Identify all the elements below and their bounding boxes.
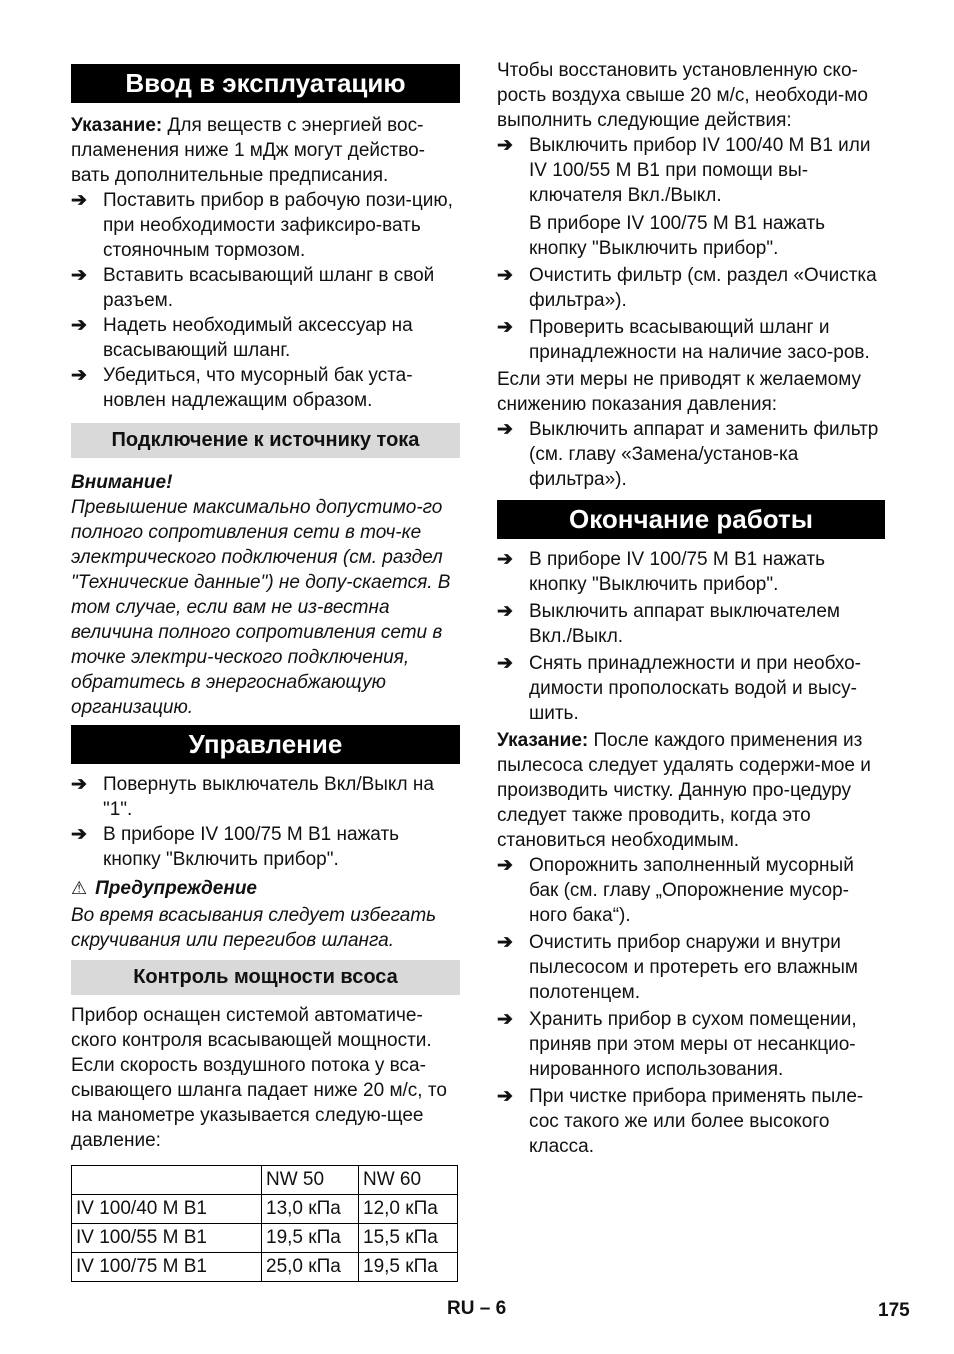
arrow-icon: ➔ <box>497 1086 513 1107</box>
arrow-icon: ➔ <box>71 315 87 336</box>
table-cell: 25,0 кПа <box>262 1253 359 1282</box>
arrow-icon: ➔ <box>71 265 87 286</box>
step-item <box>497 651 885 726</box>
step-text: Очистить прибор снаружи и внутри пылесосом и протереть его влажным полотенцем. <box>529 932 858 1003</box>
table-cell: IV 100/55 M B1 <box>72 1224 262 1253</box>
step-text: Снять принадлежности и при необхо-димости прополоскать водой и высу-шить. <box>529 653 861 724</box>
arrow-icon: ➔ <box>497 317 513 338</box>
note-text: Для веществ с энергией вос-пламенения ниже 1 мДж могут действо-вать дополнительные предписания. <box>71 115 426 186</box>
table-cell: 12,0 кПа <box>359 1195 458 1224</box>
table-cell: 15,5 кПа <box>359 1224 458 1253</box>
warning-heading <box>71 876 460 901</box>
subsection-title-power: Подключение к источнику тока <box>71 423 460 458</box>
section-title-shutdown: Окончание работы <box>497 500 885 539</box>
arrow-icon: ➔ <box>497 855 513 876</box>
step-text: Надеть необходимый аксессуар на всасывающий шланг. <box>103 315 413 361</box>
step-text: Вставить всасывающий шланг в свой разъем. <box>103 265 435 311</box>
footer-page-number: 175 <box>878 1300 910 1321</box>
footer-language-page: RU – 6 <box>447 1298 507 1319</box>
step-item <box>497 133 885 261</box>
step-item <box>71 822 460 872</box>
intro-text: Чтобы восстановить установленную ско-рость воздуха свыше 20 м/с, необходи-мо выполнить следующие действия: <box>497 60 868 131</box>
warning-triangle-icon: ⚠ <box>71 878 88 898</box>
note-label: Указание: <box>497 730 589 751</box>
note-label: Указание: <box>71 115 163 136</box>
table-header-cell <box>72 1166 262 1195</box>
control-text: Прибор оснащен системой автоматиче-ского контроля всасывающей мощности. Если скорость воздушного потока у вса-сывающего шланга падает ниже 20 м/с, то на манометре указывается следую-щее давление: <box>71 1005 447 1151</box>
step-item <box>497 315 885 365</box>
arrow-icon: ➔ <box>71 824 87 845</box>
step-text: Поставить прибор в рабочую пози-цию, при необходимости зафиксиро-вать стояночным тормозом. <box>103 190 453 261</box>
arrow-icon: ➔ <box>497 932 513 953</box>
step-text: В приборе IV 100/75 M B1 нажать кнопку "Включить прибор". <box>103 824 400 870</box>
table-header-cell: NW 50 <box>262 1166 359 1195</box>
note-paragraph <box>497 728 885 853</box>
step-text: При чистке прибора применять пыле-сос такого же или более высокого класса. <box>529 1086 864 1157</box>
step-text: Проверить всасывающий шланг и принадлежности на наличие засо-ров. <box>529 317 870 363</box>
step-item <box>497 1007 885 1082</box>
arrow-icon: ➔ <box>71 190 87 211</box>
step-item <box>497 417 885 492</box>
note-text: После каждого применения из пылесоса следует удалять содержи-мое и производить чистку. Данную про-цедуру следует также проводить, когда это становиться необходимым. <box>497 730 871 851</box>
table-row <box>72 1253 458 1282</box>
arrow-icon: ➔ <box>497 601 513 622</box>
section-title-operation: Управление <box>71 725 460 764</box>
table-row <box>72 1224 458 1253</box>
step-item <box>497 547 885 597</box>
step-item <box>497 853 885 928</box>
table-header-row <box>72 1166 458 1195</box>
left-column <box>71 58 460 1282</box>
step-text: Выключить прибор IV 100/40 M B1 или IV 100/55 M B1 при помощи вы-ключателя Вкл./Выкл. <box>529 135 871 206</box>
arrow-icon: ➔ <box>497 419 513 440</box>
warning-text: Во время всасывания следует избегать скручивания или перегибов шланга. <box>71 905 437 951</box>
step-text: Опорожнить заполненный мусорный бак (см. главу „Опорожнение мусор-ного бака“). <box>529 855 854 926</box>
step-subtext: В приборе IV 100/75 M B1 нажать кнопку "Выключить прибор". <box>529 213 826 259</box>
table-row <box>72 1195 458 1224</box>
step-text: Хранить прибор в сухом помещении, приняв при этом меры от несанкцио-нированного использования. <box>529 1009 857 1080</box>
pressure-table <box>71 1165 458 1282</box>
step-item <box>497 1084 885 1159</box>
table-header-cell: NW 60 <box>359 1166 458 1195</box>
step-text: В приборе IV 100/75 M B1 нажать кнопку "Выключить прибор". <box>529 549 826 595</box>
table-cell: 19,5 кПа <box>359 1253 458 1282</box>
step-item <box>71 188 460 263</box>
attention-text: Превышение максимально допустимо-го полного сопротивления сети в точ-ке электрического подключения (см. раздел "Технические данные") не допу-скается. В том случае, если вам не из-вестна величина полного сопротивления сети в точке электри-ческого подключения, обратитесь в энергоснабжающую организацию. <box>71 497 451 718</box>
arrow-icon: ➔ <box>497 265 513 286</box>
step-item <box>497 263 885 313</box>
step-text: Выключить аппарат выключателем Вкл./Выкл. <box>529 601 840 647</box>
arrow-icon: ➔ <box>71 774 87 795</box>
step-text: Убедиться, что мусорный бак уста-новлен надлежащим образом. <box>103 365 413 411</box>
arrow-icon: ➔ <box>71 365 87 386</box>
arrow-icon: ➔ <box>497 1009 513 1030</box>
step-item <box>71 363 460 413</box>
note-paragraph <box>71 113 456 188</box>
table-cell: IV 100/75 M B1 <box>72 1253 262 1282</box>
table-cell: 13,0 кПа <box>262 1195 359 1224</box>
section-title-commissioning: Ввод в эксплуатацию <box>71 64 460 103</box>
if-text: Если эти меры не приводят к желаемому снижению показания давления: <box>497 369 861 415</box>
subsection-title-suction-control: Контроль мощности всоса <box>71 960 460 995</box>
step-item <box>71 263 460 313</box>
step-text: Очистить фильтр (см. раздел «Очистка фильтра»). <box>529 265 877 311</box>
step-item <box>71 313 460 363</box>
step-text: Повернуть выключатель Вкл/Выкл на "1". <box>103 774 434 820</box>
step-item <box>497 930 885 1005</box>
step-item <box>71 772 460 822</box>
right-column <box>497 58 885 1159</box>
arrow-icon: ➔ <box>497 549 513 570</box>
step-text: Выключить аппарат и заменить фильтр (см. главу «Замена/установ-ка фильтра»). <box>529 419 879 490</box>
table-cell: 19,5 кПа <box>262 1224 359 1253</box>
table-cell: IV 100/40 M B1 <box>72 1195 262 1224</box>
arrow-icon: ➔ <box>497 135 513 156</box>
step-item <box>497 599 885 649</box>
attention-label: Внимание! <box>71 472 173 493</box>
arrow-icon: ➔ <box>497 653 513 674</box>
warning-label: Предупреждение <box>95 878 258 899</box>
